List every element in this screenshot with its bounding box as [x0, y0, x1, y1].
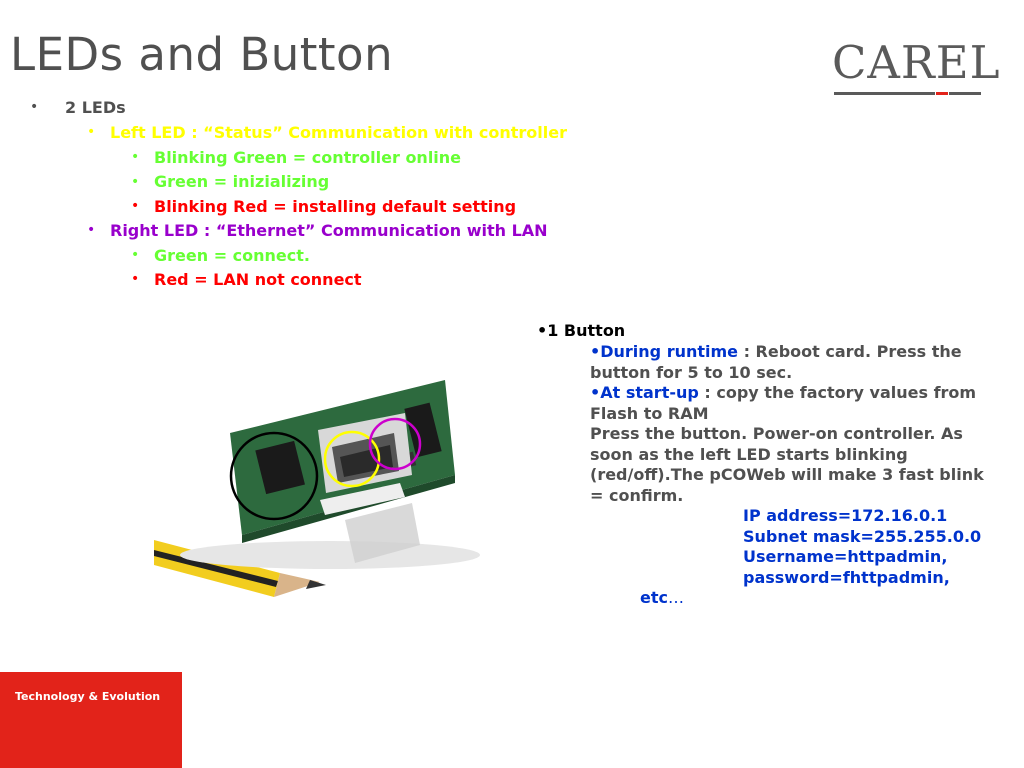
left-led-item-3: Blinking Red = installing default setting: [154, 197, 517, 216]
right-led-item-2: Red = LAN not connect: [154, 270, 362, 289]
etc-word: etc: [640, 588, 668, 607]
right-led-label: Right LED : “Ethernet” Communication with LAN: [110, 221, 548, 240]
footer-text: Technology & Evolution: [15, 690, 161, 703]
startup-label: •At start-up: [590, 383, 699, 402]
slide-title: LEDs and Button: [10, 28, 394, 81]
bullet-icon: •: [131, 174, 140, 190]
default-values: [743, 506, 1013, 588]
bullet-icon: •: [30, 99, 39, 115]
leds-heading: 2 LEDs: [65, 98, 126, 117]
password: password=fhttpadmin,: [743, 567, 950, 587]
startup-paragraph: [590, 383, 1000, 424]
left-led-label: Left LED : “Status” Communication with controller: [110, 123, 567, 142]
startup-text: : copy the factory values from Flash to RAM: [590, 383, 977, 423]
bullet-icon: •: [87, 124, 96, 140]
left-led-item-1: Blinking Green = controller online: [154, 148, 462, 167]
ip-address: IP address=172.16.0.1: [743, 506, 948, 525]
logo-text: CAREL: [832, 36, 1001, 89]
left-led-item-2: Green = inizializing: [154, 172, 330, 191]
username: Username=httpadmin,: [743, 547, 948, 566]
runtime-paragraph: [590, 342, 1000, 383]
logo-underline-left: [834, 92, 935, 95]
footer-bar: [0, 672, 182, 768]
bullet-icon: •: [131, 149, 140, 165]
runtime-text: : Reboot card. Press the button for 5 to 10 sec.: [590, 342, 962, 382]
logo-underline-right: [949, 92, 981, 95]
logo-underline-accent: [936, 92, 948, 95]
bullet-icon: •: [131, 247, 140, 263]
bullet-icon: •: [131, 271, 140, 287]
etc-text: [640, 588, 684, 609]
carel-logo: [832, 36, 1001, 98]
bullet-icon: •: [131, 198, 140, 214]
instructions-text: Press the button. Power-on controller. As soon as the left LED starts blinking (red/off).The pCOWeb will make 3 fast blink = confirm.: [590, 424, 984, 505]
runtime-label: •During runtime: [590, 342, 739, 361]
etc-ellipsis: …: [667, 588, 684, 607]
right-led-item-1: Green = connect.: [154, 246, 310, 265]
pcoweb-card-photo: [150, 375, 480, 605]
subnet-mask: Subnet mask=255.255.0.0: [743, 526, 982, 546]
card-shadow: [180, 541, 480, 569]
bullet-icon: •: [87, 222, 96, 238]
button-heading: •1 Button: [537, 321, 626, 340]
